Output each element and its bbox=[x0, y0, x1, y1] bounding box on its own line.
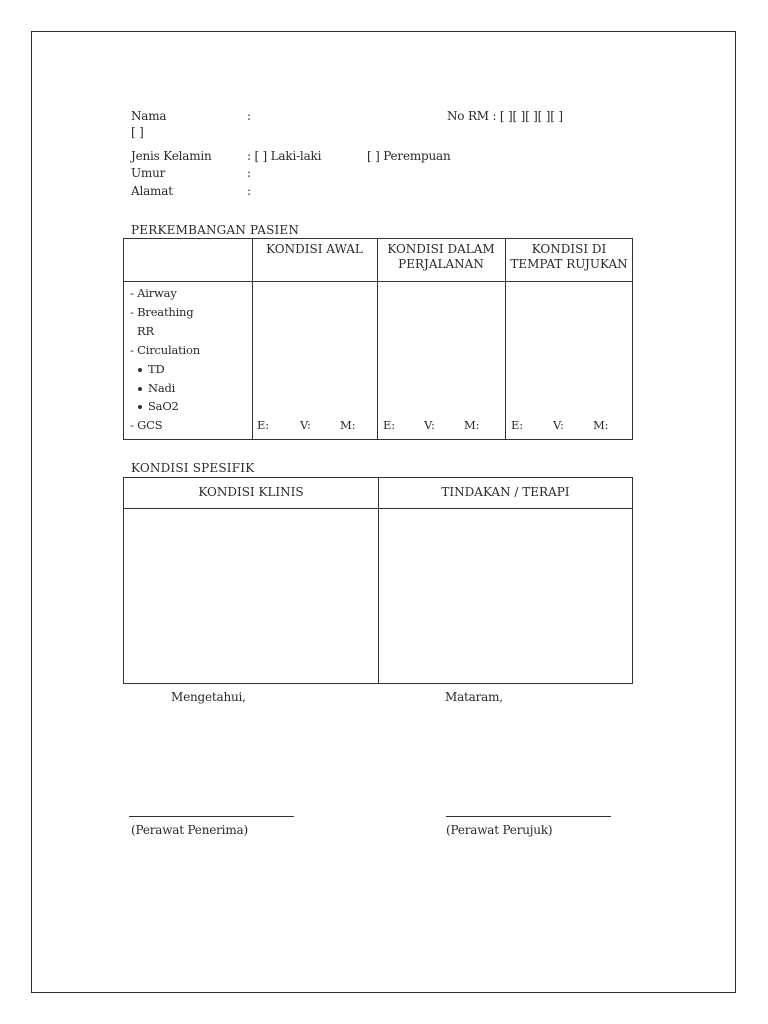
row-sao2: SaO2 bbox=[138, 399, 179, 413]
umur-colon: : bbox=[247, 166, 251, 180]
gcs-awal-v: V: bbox=[300, 418, 311, 432]
row-breathing: - Breathing bbox=[130, 305, 194, 319]
bullet-icon bbox=[138, 387, 142, 391]
row-rr: RR bbox=[137, 324, 154, 338]
gcs-dalam-v: V: bbox=[424, 418, 435, 432]
no-rm-field: No RM : [ ][ ][ ][ ][ ] bbox=[447, 109, 563, 123]
gcs-dalam-m: M: bbox=[464, 418, 480, 432]
spesifik-title: KONDISI SPESIFIK bbox=[131, 461, 255, 475]
row-gcs: - GCS bbox=[130, 418, 163, 432]
alamat-label: Alamat bbox=[131, 184, 173, 198]
row-nadi: Nadi bbox=[138, 381, 175, 395]
perawat-penerima-label: (Perawat Penerima) bbox=[131, 823, 248, 837]
col-kondisi-di-tempat-rujukan: KONDISI DI TEMPAT RUJUKAN bbox=[510, 242, 628, 271]
jenis-kelamin-option-perempuan: [ ] Perempuan bbox=[367, 149, 451, 163]
gcs-awal-m: M: bbox=[340, 418, 356, 432]
row-airway: - Airway bbox=[130, 286, 177, 300]
signature-line-penerima bbox=[129, 816, 294, 817]
col-kondisi-klinis: KONDISI KLINIS bbox=[198, 485, 304, 499]
umur-label: Umur bbox=[131, 166, 166, 180]
col-kondisi-awal: KONDISI AWAL bbox=[266, 242, 363, 256]
bullet-icon bbox=[138, 368, 142, 372]
jenis-kelamin-option-laki: : [ ] Laki-laki bbox=[247, 149, 322, 163]
bracket-line: [ ] bbox=[131, 125, 144, 139]
gcs-di-e: E: bbox=[511, 418, 523, 432]
perawat-perujuk-label: (Perawat Perujuk) bbox=[446, 823, 553, 837]
perkembangan-title: PERKEMBANGAN PASIEN bbox=[131, 223, 300, 237]
row-td: TD bbox=[138, 362, 165, 376]
perkembangan-table bbox=[123, 238, 633, 440]
nama-label: Nama bbox=[131, 109, 167, 123]
col-kondisi-dalam-perjalanan: KONDISI DALAM PERJALANAN bbox=[387, 242, 495, 271]
row-circulation: - Circulation bbox=[130, 343, 200, 357]
alamat-colon: : bbox=[247, 184, 251, 198]
document-page bbox=[31, 31, 736, 993]
gcs-di-v: V: bbox=[553, 418, 564, 432]
gcs-awal-e: E: bbox=[257, 418, 269, 432]
nama-colon: : bbox=[247, 109, 251, 123]
signature-line-perujuk bbox=[446, 816, 611, 817]
bullet-icon bbox=[138, 405, 142, 409]
spesifik-table bbox=[123, 477, 633, 684]
col-tindakan-terapi: TINDAKAN / TERAPI bbox=[441, 485, 570, 499]
gcs-di-m: M: bbox=[593, 418, 609, 432]
mengetahui-label: Mengetahui, bbox=[171, 690, 246, 704]
mataram-label: Mataram, bbox=[445, 690, 503, 704]
gcs-dalam-e: E: bbox=[383, 418, 395, 432]
jenis-kelamin-label: Jenis Kelamin bbox=[131, 149, 212, 163]
